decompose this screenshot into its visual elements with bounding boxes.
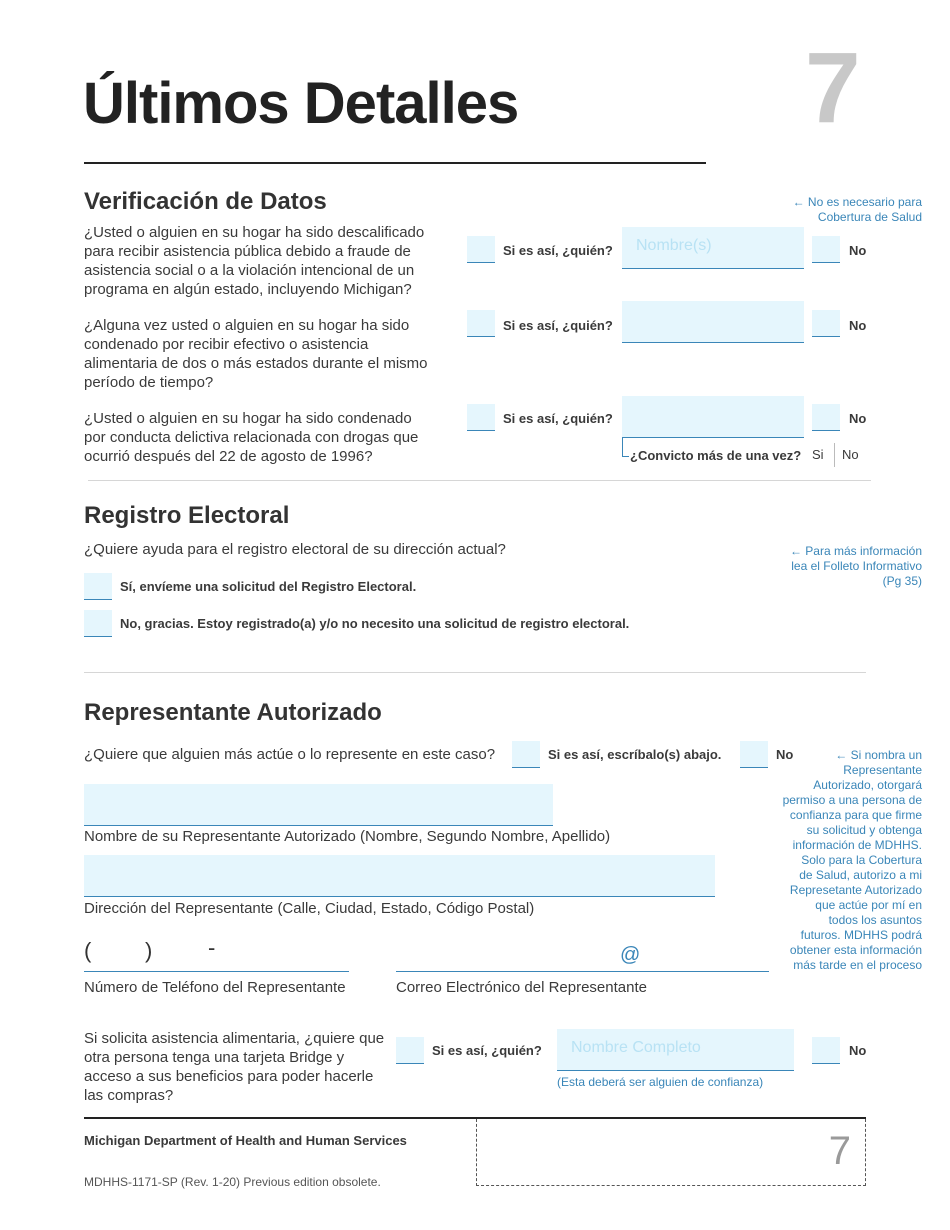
at-sign-icon: @	[620, 944, 641, 966]
representative-note-line: Solo para la Cobertura	[801, 853, 922, 867]
footer-page-box	[476, 1119, 866, 1186]
input-representative-phone[interactable]	[84, 971, 349, 972]
representative-note-line: que actúe por mí en	[815, 898, 922, 912]
arrow-left-icon: ←	[789, 544, 802, 558]
input-representative-name[interactable]	[84, 784, 553, 826]
bridge-question: Si solicita asistencia alimentaria, ¿quiere que otra persona tenga una tarjeta Bridge y acceso a sus beneficios para poder hacerle las compras?	[84, 1030, 385, 1104]
checkbox-duplicate-no[interactable]	[812, 310, 840, 337]
placeholder-names: Nombre(s)	[636, 237, 712, 254]
checkbox-voter-yes[interactable]	[84, 573, 112, 600]
input-duplicate-names[interactable]	[622, 301, 804, 343]
checkbox-representative-yes[interactable]	[512, 741, 540, 768]
checkbox-bridge-no[interactable]	[812, 1037, 840, 1064]
representative-note-line: de Salud, autorizo a mi	[799, 868, 922, 882]
representative-note	[752, 748, 922, 973]
checkbox-fraud-no[interactable]	[812, 236, 840, 263]
caption-representative-address: Dirección del Representante (Calle, Ciudad, Estado, Código Postal)	[84, 900, 535, 917]
representative-note-line: obtener esta información	[789, 943, 922, 957]
footer-department: Michigan Department of Health and Human Services	[84, 1133, 407, 1148]
label-drug-no: No	[849, 411, 867, 426]
label-representative-yes: Si es así, escríbalo(s) abajo.	[548, 747, 722, 762]
representative-note-line: Represetante Autorizado	[789, 883, 922, 897]
question-duplicate-benefits: ¿Alguna vez usted o alguien en su hogar ha sido condenado por recibir efectivo o asistencia alimentaria de dos o más estados durante el mismo período de tiempo?	[84, 317, 428, 391]
caption-representative-name: Nombre de su Representante Autorizado (Nombre, Segundo Nombre, Apellido)	[84, 828, 611, 845]
label-bridge-yes: Si es así, ¿quién?	[432, 1043, 542, 1058]
input-representative-email[interactable]	[396, 971, 769, 972]
representative-note-line: permiso a una persona de	[782, 793, 922, 807]
label-duplicate-no: No	[849, 318, 867, 333]
title-divider	[84, 162, 706, 164]
question-fraud: ¿Usted o alguien en su hogar ha sido descalificado para recibir asistencia pública debido a fraude de asistencia social o a la violación intencional de un programa en algún estado, incluyendo Michigan?	[84, 224, 425, 298]
question-drug-conviction: ¿Usted o alguien en su hogar ha sido condenado por conducta delictiva relacionada con drogas que ocurrió después del 22 de agosto de 1996?	[84, 410, 419, 465]
caption-representative-email: Correo Electrónico del Representante	[396, 979, 647, 996]
phone-close-paren: )	[145, 938, 153, 963]
option-divider	[834, 443, 835, 467]
verification-note: ← No es necesario para Cobertura de Salud	[792, 195, 922, 224]
representative-note-line: futuros. MDHHS podrá	[800, 928, 922, 942]
input-representative-address[interactable]	[84, 855, 715, 897]
bridge-trust-note: (Esta deberá ser alguien de confianza)	[557, 1075, 764, 1089]
section-heading-voter: Registro Electoral	[84, 502, 290, 529]
label-representative-no: No	[776, 747, 794, 762]
convicted-connector	[622, 438, 629, 457]
representative-question: ¿Quiere que alguien más actúe o lo represente en este caso?	[84, 746, 496, 763]
caption-representative-phone: Número de Teléfono del Representante	[84, 979, 346, 996]
checkbox-voter-no[interactable]	[84, 610, 112, 637]
representative-note-line: todos los asuntos	[828, 913, 922, 927]
arrow-left-icon: ←	[835, 748, 848, 762]
input-bridge-name[interactable]	[557, 1029, 794, 1071]
input-drug-names[interactable]	[622, 396, 804, 438]
voter-question: ¿Quiere ayuda para el registro electoral de su dirección actual?	[84, 541, 506, 558]
representative-note-line: más tarde en el proceso	[793, 958, 922, 972]
representative-note-line: información de MDHHS.	[792, 838, 922, 852]
representative-note-line: Autorizado, otorgará	[813, 778, 922, 792]
representative-note-line: su solicitud y obtenga	[806, 823, 922, 837]
checkbox-drug-yes[interactable]	[467, 404, 495, 431]
page-title: Últimos Detalles	[83, 71, 519, 136]
label-duplicate-yes: Si es así, ¿quién?	[503, 318, 613, 333]
page-number-large: 7	[805, 32, 861, 144]
section-heading-verification: Verificación de Datos	[84, 188, 327, 215]
representative-note-line: ← Si nombra un	[835, 748, 922, 762]
checkbox-bridge-yes[interactable]	[396, 1037, 424, 1064]
footer-form-id: MDHHS-1171-SP (Rev. 1-20) Previous edition obsolete.	[84, 1175, 381, 1189]
label-convicted-more-than-once: ¿Convicto más de una vez?	[630, 448, 802, 463]
input-fraud-names[interactable]	[622, 227, 804, 269]
option-convicted-no[interactable]: No	[842, 447, 859, 462]
representative-note-line: Representante	[843, 763, 922, 777]
checkbox-drug-no[interactable]	[812, 404, 840, 431]
phone-dash: -	[208, 935, 216, 960]
representative-note-line: confianza para que firme	[789, 808, 922, 822]
voter-note: ← Para más información lea el Folleto Informativo (Pg 35)	[789, 544, 922, 588]
label-voter-no: No, gracias. Estoy registrado(a) y/o no necesito una solicitud de registro electoral.	[120, 616, 630, 631]
placeholder-full-name: Nombre Completo	[571, 1039, 701, 1056]
section-divider	[84, 672, 866, 673]
checkbox-duplicate-yes[interactable]	[467, 310, 495, 337]
section-heading-representative: Representante Autorizado	[84, 699, 382, 726]
label-drug-yes: Si es así, ¿quién?	[503, 411, 613, 426]
label-fraud-no: No	[849, 243, 867, 258]
label-bridge-no: No	[849, 1043, 867, 1058]
section-divider	[88, 480, 871, 481]
label-voter-yes: Sí, envíeme una solicitud del Registro Electoral.	[120, 579, 417, 594]
option-convicted-yes[interactable]: Si	[812, 447, 824, 462]
phone-open-paren: (	[84, 938, 92, 963]
label-fraud-yes: Si es así, ¿quién?	[503, 243, 613, 258]
checkbox-fraud-yes[interactable]	[467, 236, 495, 263]
arrow-left-icon: ←	[792, 195, 805, 209]
footer-page-number: 7	[828, 1129, 851, 1173]
